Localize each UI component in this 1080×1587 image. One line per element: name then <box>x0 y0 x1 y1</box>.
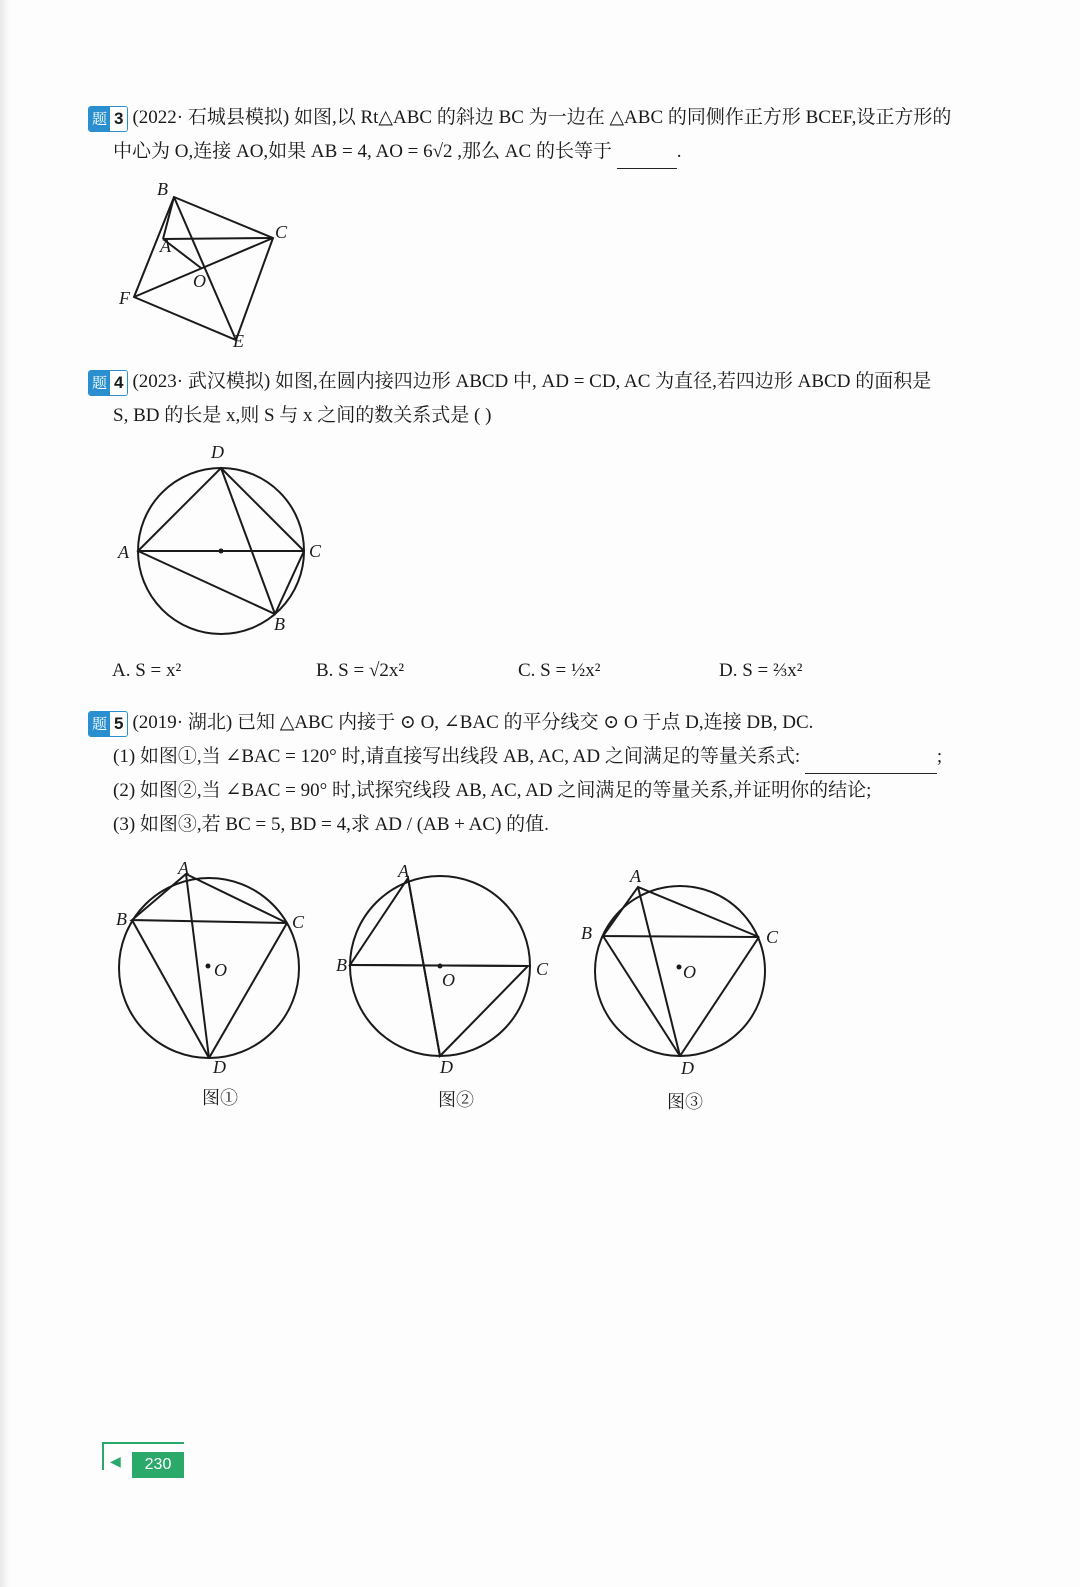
figure-square-bcef <box>105 175 305 355</box>
label-d: D <box>440 1057 453 1077</box>
problem-5-part2: (2) 如图②,当 ∠BAC = 90° 时,试探究线段 AB, AC, AD 之间满足的等量关系,并证明你的结论; <box>113 780 872 801</box>
plug-icon: ◀ <box>110 1454 121 1470</box>
figure-cyclic-quadrilateral <box>110 440 340 640</box>
page-number-badge <box>102 1442 184 1480</box>
label-d: D <box>211 442 224 462</box>
problem-3-tag: 题 3 <box>88 106 128 132</box>
option-c[interactable]: C. S = ½x² <box>518 660 601 681</box>
problem-4-tag: 题 4 <box>88 370 128 396</box>
problem-5-part3: (3) 如图③,若 BC = 5, BD = 4,求 AD / (AB + AC) 的值. <box>113 814 549 835</box>
label-a: A <box>160 236 171 256</box>
label-c: C <box>536 959 549 979</box>
caption-figure-1: 图① <box>202 1088 238 1108</box>
label-b: B <box>116 909 127 929</box>
problem-3: 题 3 (2022· 石城县模拟) 如图,以 Rt△ABC 的斜边 BC 为一边在 △ABC 的同侧作正方形 BCEF,设正方形的 中心为 O,连接 AO,如果 AB = 4, AO = 6√2 ,那么 AC 的长等于 . <box>88 101 988 169</box>
option-a[interactable]: A. S = x² <box>112 660 182 681</box>
problem-5: 题 5 (2019· 湖北) 已知 △ABC 内接于 ⊙ O, ∠BAC 的平分线交 ⊙ O 于点 D,连接 DB, DC. (1) 如图①,当 ∠BAC = 120° 时,请直接写出线段 AB, AC, AD 之间满足的等量关系式: ; (2) 如图②,当 ∠BAC = 90° 时,试探究线段 AB, AC, AD 之间满足的等量关系,并证明你的结论; (3) 如图③,若 BC = 5, BD = 4,求 AD / (AB + AC) 的值. <box>88 706 988 842</box>
label-c: C <box>766 927 779 947</box>
label-a: A <box>630 866 641 886</box>
page-edge <box>0 0 10 1587</box>
label-o: O <box>214 960 227 980</box>
label-b: B <box>157 179 168 199</box>
label-e: E <box>233 331 244 351</box>
figure-1 <box>110 858 320 1078</box>
label-a: A <box>118 542 129 562</box>
caption-figure-3: 图③ <box>667 1092 703 1112</box>
problem-3-line2: 中心为 O,连接 AO,如果 AB = 4, AO = 6√2 ,那么 AC 的长等于 <box>113 141 612 162</box>
label-b: B <box>274 614 285 634</box>
problem-5-part1: (1) 如图①,当 ∠BAC = 120° 时,请直接写出线段 AB, AC, AD 之间满足的等量关系式: <box>113 746 801 767</box>
label-o: O <box>683 962 696 982</box>
option-b[interactable]: B. S = √2x² <box>316 660 405 681</box>
problem-5-tag: 题 5 <box>88 711 128 737</box>
label-b: B <box>336 955 347 975</box>
problem-4-line1: (2023· 武汉模拟) 如图,在圆内接四边形 ABCD 中, AD = CD, AC 为直径,若四边形 ABCD 的面积是 <box>132 371 932 392</box>
figure-3 <box>575 862 790 1082</box>
figure-2 <box>330 858 560 1078</box>
label-d: D <box>213 1057 226 1077</box>
label-a: A <box>398 861 409 881</box>
label-d: D <box>681 1058 694 1078</box>
label-b: B <box>581 923 592 943</box>
label-o: O <box>193 271 206 291</box>
caption-figure-2: 图② <box>438 1090 474 1110</box>
answer-blank-part1[interactable] <box>805 751 937 774</box>
label-f: F <box>119 288 130 308</box>
problem-4 <box>88 365 988 433</box>
problem-3-line1: (2022· 石城县模拟) 如图,以 Rt△ABC 的斜边 BC 为一边在 △ABC 的同侧作正方形 BCEF,设正方形的 <box>132 107 952 128</box>
label-c: C <box>292 912 305 932</box>
option-d[interactable]: D. S = ⅔x² <box>719 660 803 681</box>
answer-blank[interactable] <box>617 146 677 169</box>
problem-4-line2: S, BD 的长是 x,则 S 与 x 之间的数关系式是 ( ) <box>113 405 492 426</box>
label-c: C <box>309 541 322 561</box>
label-c: C <box>275 222 288 242</box>
label-a: A <box>178 858 189 878</box>
label-o: O <box>442 970 455 990</box>
problem-5-line1: (2019· 湖北) 已知 △ABC 内接于 ⊙ O, ∠BAC 的平分线交 ⊙ O 于点 D,连接 DB, DC. <box>132 712 814 733</box>
page-number: 230 <box>132 1452 184 1478</box>
